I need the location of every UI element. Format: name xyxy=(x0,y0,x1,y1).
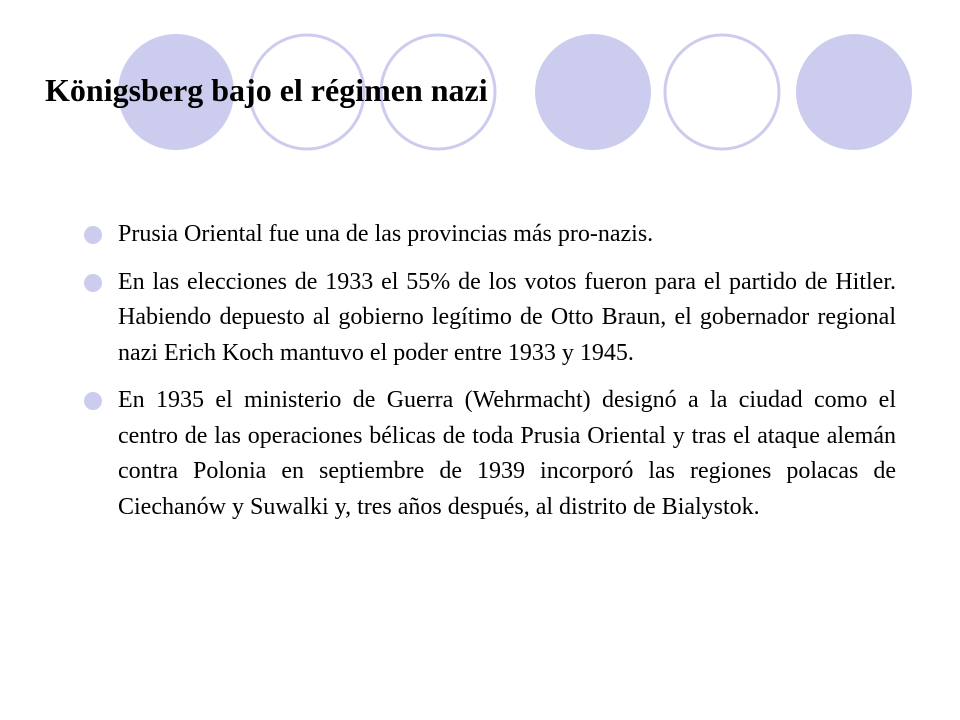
bullet-list xyxy=(84,217,896,537)
bullet-text: Prusia Oriental fue una de las provincias más pro-nazis. xyxy=(118,221,654,247)
bullet-text: En 1935 el ministerio de Guerra (Wehrmacht) designó a la ciudad como el centro de las operaciones bélicas de toda Prusia Oriental y tras el ataque alemán contra Polonia en septiembre de 1939 incorporó las regiones polacas de Ciechanów y Suwalki y, tres años después, al distrito de Bialystok. xyxy=(118,387,896,520)
bullet-text: En las elecciones de 1933 el 55% de los votos fueron para el partido de Hitler. Habiendo depuesto al gobierno legítimo de Otto Braun, el gobernador regional nazi Erich Koch mantuvo el poder entre 1933 y 1945. xyxy=(118,268,896,366)
slide-title: Königsberg bajo el régimen nazi xyxy=(45,72,488,108)
decor-circle-filled-3 xyxy=(796,34,912,150)
bullet-circle-icon xyxy=(84,392,102,410)
bullet-item xyxy=(84,383,896,525)
bullet-circle-icon xyxy=(84,226,102,244)
decor-circle-outline-3 xyxy=(665,35,779,149)
bullet-item xyxy=(84,217,896,253)
bullet-circle-icon xyxy=(84,274,102,292)
bullet-item xyxy=(84,265,896,372)
decor-circle-filled-2 xyxy=(535,34,651,150)
